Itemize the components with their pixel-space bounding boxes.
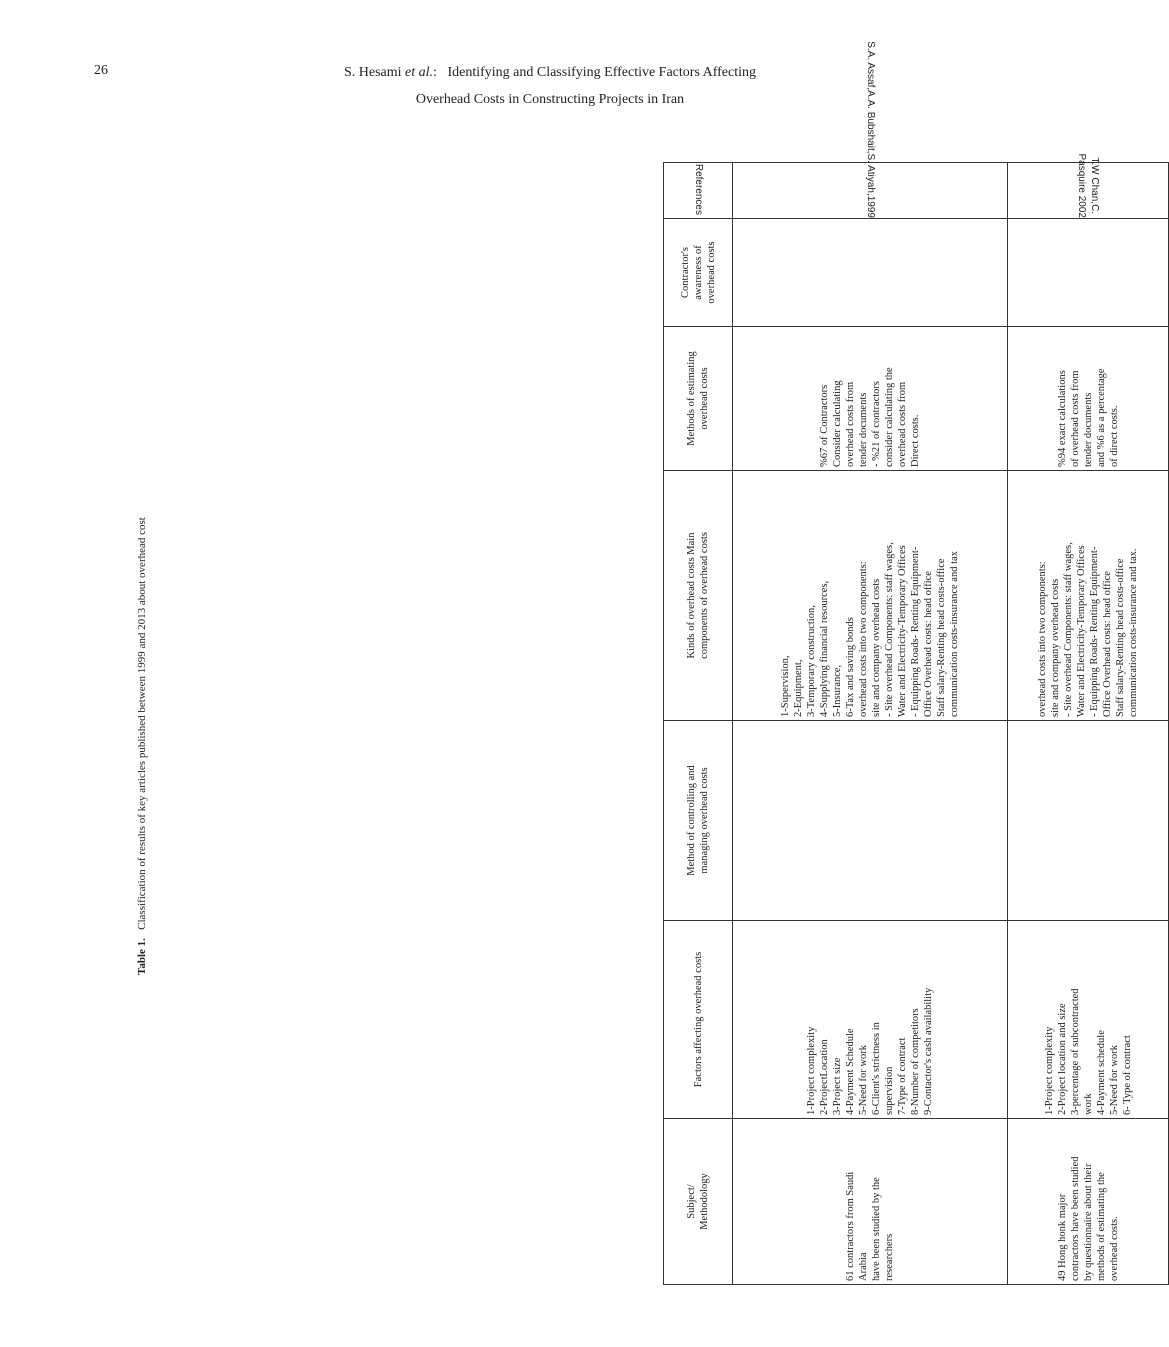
header-line: components of overhead costs <box>699 532 710 659</box>
results-table <box>663 41 1169 1285</box>
cell-line: 3-percentage of subcontracted <box>1069 988 1081 1115</box>
cell-line: Direct costs. <box>910 414 922 467</box>
cell-line: 4-Payment schedule <box>1095 1030 1107 1115</box>
rotated-table-wrapper <box>663 41 1169 1285</box>
header-estimating <box>664 327 733 471</box>
cell-line: S.A. Assaf,A.A. Bubshait,S. Atiyah,1999 <box>864 41 876 218</box>
cell-line: overhead costs from <box>845 381 857 467</box>
cell-line: communication costs-insurance and tax. <box>1128 548 1140 717</box>
cell-line: 6-Client's strictness in <box>871 1022 883 1115</box>
cell-line: Consider calculating <box>832 380 844 467</box>
page-number: 26 <box>94 63 108 78</box>
cell-line: 9-Contactor's cash availability <box>923 987 935 1115</box>
cell-line: tender documents <box>858 392 870 467</box>
cell-line: of direct costs. <box>1108 405 1120 467</box>
cell-factors <box>733 921 1008 1119</box>
header-line: Methodology <box>699 1173 710 1230</box>
header-line: Methods of estimating <box>686 351 697 446</box>
cell-line: researchers <box>884 1233 896 1281</box>
cell-line: T.W Chan,C. <box>1089 157 1101 215</box>
table-caption-text: Classification of results of key articles published between 1999 and 2013 about overhead cost <box>136 517 148 930</box>
header-line: awareness of <box>692 245 704 300</box>
cell-line: - Equipping Roads- Renting Equipment- <box>910 546 922 717</box>
cell-line: 61 contractors from Saudi <box>845 1171 857 1281</box>
running-head-title-2: Overhead Costs in Constructing Projects in Iran <box>415 92 685 107</box>
cell-references <box>1008 153 1169 219</box>
cell-line: site and company overhead costs <box>1050 578 1062 717</box>
running-head-sep: : <box>433 65 437 80</box>
header-line: Method of controlling and <box>686 765 697 876</box>
header-controlling <box>664 721 733 921</box>
cell-line: 5-Need for work <box>858 1045 870 1115</box>
cell-line: - Site overhead Components: staff wages, <box>1063 542 1075 717</box>
cell-line: 4-Supplying financial resources, <box>819 580 831 717</box>
header-line: overhead costs <box>699 367 710 430</box>
cell-estimating <box>733 327 1008 471</box>
cell-line: tender documents <box>1082 392 1094 467</box>
running-head-authors: S. Hesami <box>343 65 402 80</box>
cell-line: 3-Temporary construction, <box>806 605 818 717</box>
header-awareness <box>664 219 733 327</box>
cell-line: site and company overhead costs <box>871 578 883 717</box>
cell-subject <box>1008 1119 1169 1285</box>
table-body <box>733 41 1169 1285</box>
cell-line: %94 exact calculations <box>1056 370 1068 467</box>
cell-line: - Site overhead Components: staff wages, <box>884 542 896 717</box>
table-caption <box>136 517 148 975</box>
cell-line: 7-Type of contract <box>897 1037 909 1115</box>
cell-line: 6-Tax and saving bonds <box>845 617 857 717</box>
header-line: References <box>692 163 704 215</box>
running-head-title-1: Identifying and Classifying Effective Factors Affecting <box>447 65 757 80</box>
cell-line: Pasquire 2002 <box>1076 153 1088 218</box>
header-line: Subject/ <box>686 1184 697 1219</box>
header-line: managing overhead costs <box>699 767 710 874</box>
cell-line: by questionnaire about their <box>1082 1163 1094 1281</box>
cell-line: 1-Project complexity <box>1043 1026 1055 1115</box>
table-header-row <box>664 163 733 1285</box>
cell-line: 5-Need for work <box>1108 1045 1120 1115</box>
cell-kinds <box>1008 471 1169 721</box>
cell-line: methods of estimating the <box>1095 1172 1107 1281</box>
cell-line: Office Overhead costs: head office <box>1102 571 1114 717</box>
cell-line: Water and Electricity-Temporary Offices <box>897 545 909 717</box>
cell-line: overhead costs. <box>1108 1216 1120 1281</box>
cell-factors <box>1008 921 1169 1119</box>
header-line: Kinds of overhead costs Main <box>686 532 697 659</box>
cell-line: supervision <box>884 1066 896 1115</box>
cell-line: Arabia <box>858 1252 870 1281</box>
running-head-et-al: et al. <box>405 65 434 80</box>
cell-line: 49 Hong honk major <box>1056 1193 1068 1281</box>
cell-awareness <box>733 219 1008 327</box>
cell-line: overhead costs from <box>897 381 909 467</box>
cell-kinds <box>733 471 1008 721</box>
header-line: Factors affecting overhead costs <box>692 951 704 1088</box>
cell-line: overhead costs into two components: <box>1037 561 1049 717</box>
header-line: overhead costs <box>705 241 717 304</box>
cell-estimating <box>1008 327 1169 471</box>
cell-subject <box>733 1119 1008 1285</box>
table-caption-label: Table 1. <box>136 938 148 975</box>
cell-line: Staff salary-Renting head costs-office <box>936 558 948 717</box>
cell-line: communication costs-insurance and tax <box>949 551 961 717</box>
cell-line: Water and Electricity-Temporary Offices <box>1076 545 1088 717</box>
cell-line: consider calculating the <box>884 367 896 467</box>
header-references <box>664 163 733 219</box>
table-row <box>733 163 1008 1285</box>
cell-controlling <box>733 721 1008 921</box>
cell-controlling <box>1008 721 1169 921</box>
header-subject <box>664 1119 733 1285</box>
running-head-line2 <box>240 93 860 107</box>
cell-line: 3-Project size <box>832 1057 844 1115</box>
cell-line: 2-ProjectLocation <box>819 1039 831 1115</box>
cell-line: Office Overhead costs: head office <box>923 571 935 717</box>
cell-line: %67 of Contractors <box>819 384 831 467</box>
cell-line: 2-Project location and size <box>1056 1003 1068 1115</box>
header-kinds <box>664 471 733 721</box>
cell-line: 2-Equipment, <box>793 659 805 717</box>
cell-awareness <box>1008 219 1169 327</box>
cell-line: contractors have been studied <box>1069 1156 1081 1281</box>
cell-line: 1-Supervision, <box>780 655 792 717</box>
cell-line: 6- Type of contract <box>1121 1035 1133 1115</box>
cell-line: - %21 of contractors <box>871 380 883 467</box>
cell-line: - Equipping Roads- Renting Equipment- <box>1089 546 1101 717</box>
cell-line: 8-Number of competitors <box>910 1008 922 1115</box>
table-row <box>1008 163 1169 1285</box>
header-line: Contractor's <box>679 247 691 298</box>
cell-line: of overhead costs from <box>1069 370 1081 467</box>
cell-line: overhead costs into two components: <box>858 561 870 717</box>
cell-line: and %6 as a percentage <box>1095 368 1107 467</box>
cell-line: have been studied by the <box>871 1177 883 1281</box>
running-head-line1 <box>240 66 860 80</box>
header-factors <box>664 921 733 1119</box>
cell-line: Staff salary-Renting head costs-office <box>1115 558 1127 717</box>
cell-line: 5-Insurance, <box>832 664 844 717</box>
cell-line: work <box>1082 1093 1094 1115</box>
cell-references <box>733 41 1008 219</box>
cell-line: 1-Project complexity <box>806 1026 818 1115</box>
cell-line: 4-Payment Schedule <box>845 1028 857 1115</box>
